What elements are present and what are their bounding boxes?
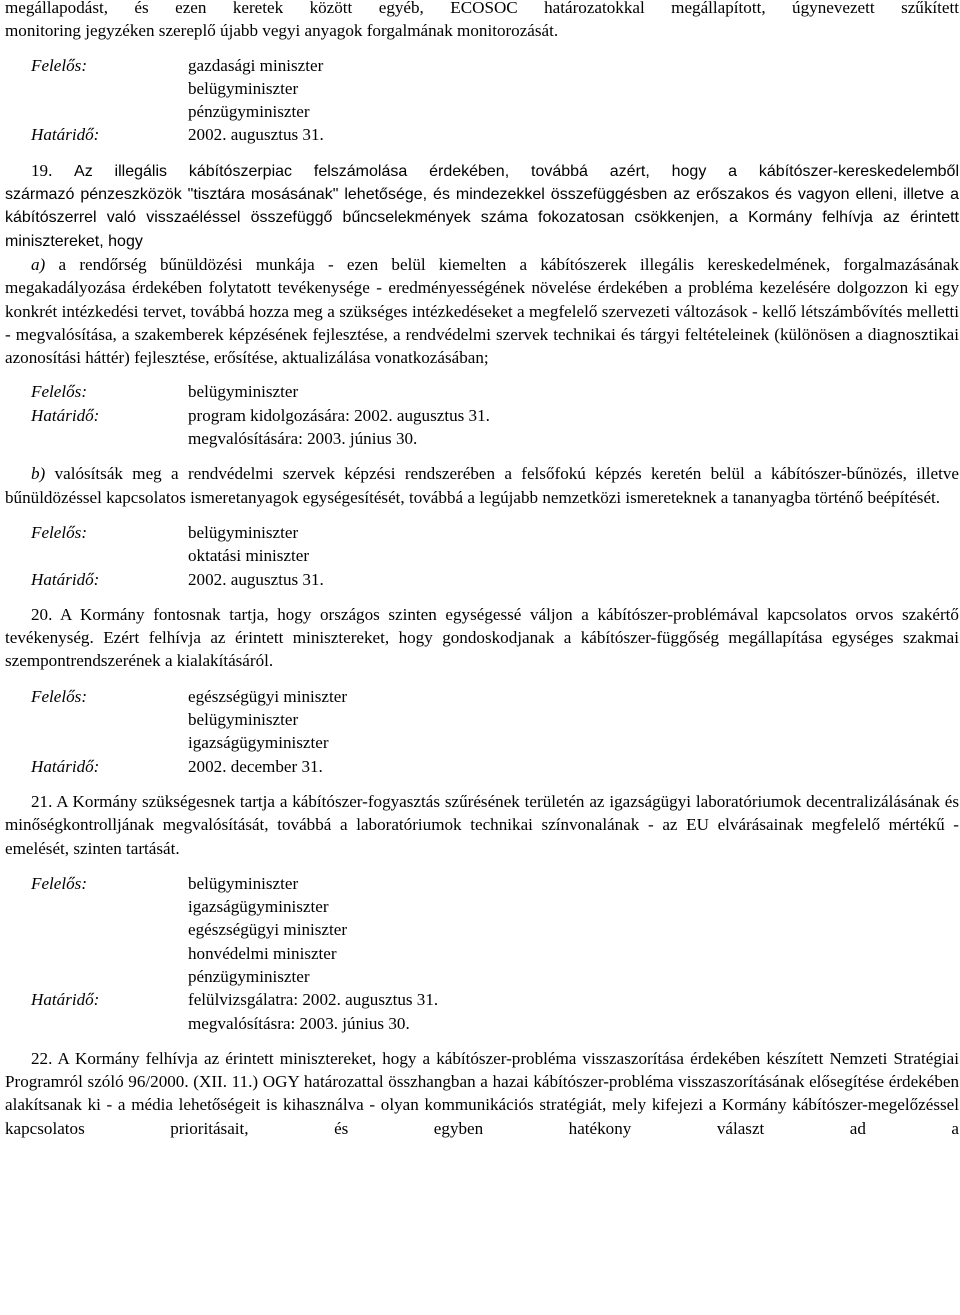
- intro-line-1: megállapodást, és ezen keretek között egyéb, ECOSOC határozatokkal megállapított, úgynevezett szűkített: [5, 0, 959, 17]
- responsible-row: [31, 918, 959, 941]
- item-20: [5, 603, 959, 673]
- intro-line-2: monitoring jegyzéken szereplő újabb vegyi anyagok forgalmának monitorozását.: [5, 21, 559, 41]
- responsible-label: Felelős:: [31, 686, 88, 706]
- deadline-row: [31, 123, 959, 146]
- responsible-row: [31, 708, 959, 731]
- item-19-b-text: valósítsák meg a rendvédelmi szervek képzési rendszerében a felsőfokú képzés keretén belül a kábítószer-bűnözés, illetve bűnüldözéssel kapcsolatos ismeretanyagok egységesítését, továbbá a legújabb nemzetközi ismereteknek a tananyagba történő beépítését.: [5, 464, 959, 507]
- responsible-value: belügyminiszter: [188, 710, 299, 730]
- list-marker-b: b): [31, 464, 46, 484]
- deadline-label: Határidő:: [31, 405, 100, 425]
- deadline-value: megvalósítására: 2003. június 30.: [188, 429, 418, 449]
- responsible-row: [31, 77, 959, 100]
- item-20-text: A Kormány fontosnak tartja, hogy országos szinten egységessé váljon a kábítószer-problémával kapcsolatos orvos szakértő tevékenység. Ezért felhívja az érintett minisztereket, hogy gondoskodjanak a kábítószer-függőség megállapítása egységes szakmai szempontrendszerének a kialakításáról.: [5, 604, 959, 671]
- list-marker-a: a): [31, 254, 46, 274]
- item-19: [5, 159, 959, 370]
- responsibility-block-21: [31, 872, 959, 1035]
- responsible-row: [31, 965, 959, 988]
- responsible-value: oktatási miniszter: [188, 546, 310, 566]
- deadline-row: [31, 568, 959, 591]
- item-21: [5, 790, 959, 860]
- deadline-row: [31, 1012, 959, 1035]
- deadline-row: [31, 427, 959, 450]
- responsible-row: [31, 731, 959, 754]
- responsible-value: igazságügyminiszter: [188, 733, 329, 753]
- deadline-value: felülvizsgálatra: 2002. augusztus 31.: [188, 990, 439, 1010]
- responsibility-block-19b: [31, 521, 959, 591]
- item-number: 19.: [31, 160, 53, 180]
- item-19-lead: [5, 159, 959, 183]
- responsible-row: [31, 54, 959, 77]
- deadline-value: 2002. augusztus 31.: [188, 569, 324, 589]
- item-21-paragraph: [5, 790, 959, 860]
- item-19-a: [5, 253, 959, 369]
- responsible-label: Felelős:: [31, 522, 88, 542]
- deadline-label: Határidő:: [31, 569, 100, 589]
- deadline-label: Határidő:: [31, 990, 100, 1010]
- deadline-row: [31, 404, 959, 427]
- responsible-value: belügyminiszter: [188, 382, 299, 402]
- responsible-row: [31, 942, 959, 965]
- responsible-row: [31, 872, 959, 895]
- responsible-row: [31, 544, 959, 567]
- deadline-value: megvalósításra: 2003. június 30.: [188, 1013, 410, 1033]
- responsible-value: belügyminiszter: [188, 873, 299, 893]
- responsible-value: igazságügyminiszter: [188, 897, 329, 917]
- item-19-lead-text: Az illegális kábítószerpiac felszámolása érdekében, továbbá azért, hogy a kábítószer-kereskedelemből: [74, 162, 959, 180]
- item-19-b: [5, 462, 959, 509]
- deadline-label: Határidő:: [31, 125, 100, 145]
- responsible-value: egészségügyi miniszter: [188, 920, 348, 940]
- item-19-body: származó pénzeszközök "tisztára mosásának" lehetősége, és mindezekkel összefüggésben az erőszakos és vagyon elleni, illetve a kábítószerrel való visszaéléssel összefüggő bűncselekmények száma fokozatosan csökkenjen, a Kormány felhívja az érintett minisztereket, hogy: [5, 186, 959, 250]
- responsible-value: pénzügyminiszter: [188, 966, 310, 986]
- deadline-label: Határidő:: [31, 756, 100, 776]
- deadline-row: [31, 988, 959, 1011]
- responsible-label: Felelős:: [31, 873, 88, 893]
- item-22-paragraph: [5, 1047, 959, 1140]
- responsible-value: belügyminiszter: [188, 522, 299, 542]
- responsible-row: [31, 380, 959, 403]
- responsible-label: Felelős:: [31, 382, 88, 402]
- responsible-value: belügyminiszter: [188, 78, 299, 98]
- item-21-text: A Kormány szükségesnek tartja a kábítószer-fogyasztás szűrésének területén az igazságügyi laboratóriumok decentralizálásának és minőségkontrolljának megvalósítását, továbbá a laboratóriumok technikai színvonalának - az EU elvárásainak megfelelő mértékű - emelését, szinten tartását.: [5, 791, 959, 858]
- item-number: 22.: [31, 1048, 53, 1068]
- responsibility-block-19a: [31, 380, 959, 450]
- responsibility-block-0: [31, 54, 959, 147]
- responsible-row: [31, 521, 959, 544]
- item-19-b-paragraph: [5, 462, 959, 509]
- item-20-paragraph: [5, 603, 959, 673]
- deadline-value: program kidolgozására: 2002. augusztus 31.: [188, 405, 490, 425]
- responsible-label: Felelős:: [31, 55, 88, 75]
- responsible-value: egészségügyi miniszter: [188, 686, 348, 706]
- responsible-row: [31, 685, 959, 708]
- deadline-value: 2002. december 31.: [188, 756, 323, 776]
- item-number: 21.: [31, 791, 53, 811]
- responsible-row: [31, 100, 959, 123]
- item-22: [5, 1047, 959, 1140]
- item-22-text: A Kormány felhívja az érintett minisztereket, hogy a kábítószer-probléma visszaszorítása érdekében készített Nemzeti Stratégiai Programról szóló 96/2000. (XII. 11.) OGY határozattal összhangban a hazai kábítószer-probléma visszaszorításának elősegítése érdekében alakítsanak ki - a média lehetőségeit is kihasználva - olyan kommunikációs stratégiát, mely kifejezi a Kormány kábítószer-megelőzéssel kapcsolatos prioritásait, és egyben hatékony választ ad a: [5, 1048, 959, 1138]
- responsible-value: gazdasági miniszter: [188, 55, 324, 75]
- document-page: [5, 0, 959, 1140]
- responsible-value: honvédelmi miniszter: [188, 943, 337, 963]
- responsibility-block-20: [31, 685, 959, 778]
- deadline-value: 2002. augusztus 31.: [188, 125, 324, 145]
- deadline-row: [31, 755, 959, 778]
- responsible-value: pénzügyminiszter: [188, 102, 310, 122]
- item-19-a-text: a rendőrség bűnüldözési munkája - ezen belül kiemelten a kábítószerek illegális kereskedelmének, forgalmazásának megakadályozása érdekében folytatott tevékenysége - eredményességének növelése érdekében a probléma kezelésére dolgozzon ki egy konkrét intézkedési tervet, továbbá hozza meg a szükséges intézkedéseket a megfelelő szervezeti változások - kellő létszámbővítés melletti - megvalósítása, a szakemberek képzésének fejlesztése, a rendvédelmi szervek technikai és tárgyi feltételeinek (különösen a diagnosztikai azonosítási háttér) fejlesztése, erősítése, aktualizálása vonatkozásában;: [5, 254, 959, 368]
- item-number: 20.: [31, 604, 53, 624]
- responsible-row: [31, 895, 959, 918]
